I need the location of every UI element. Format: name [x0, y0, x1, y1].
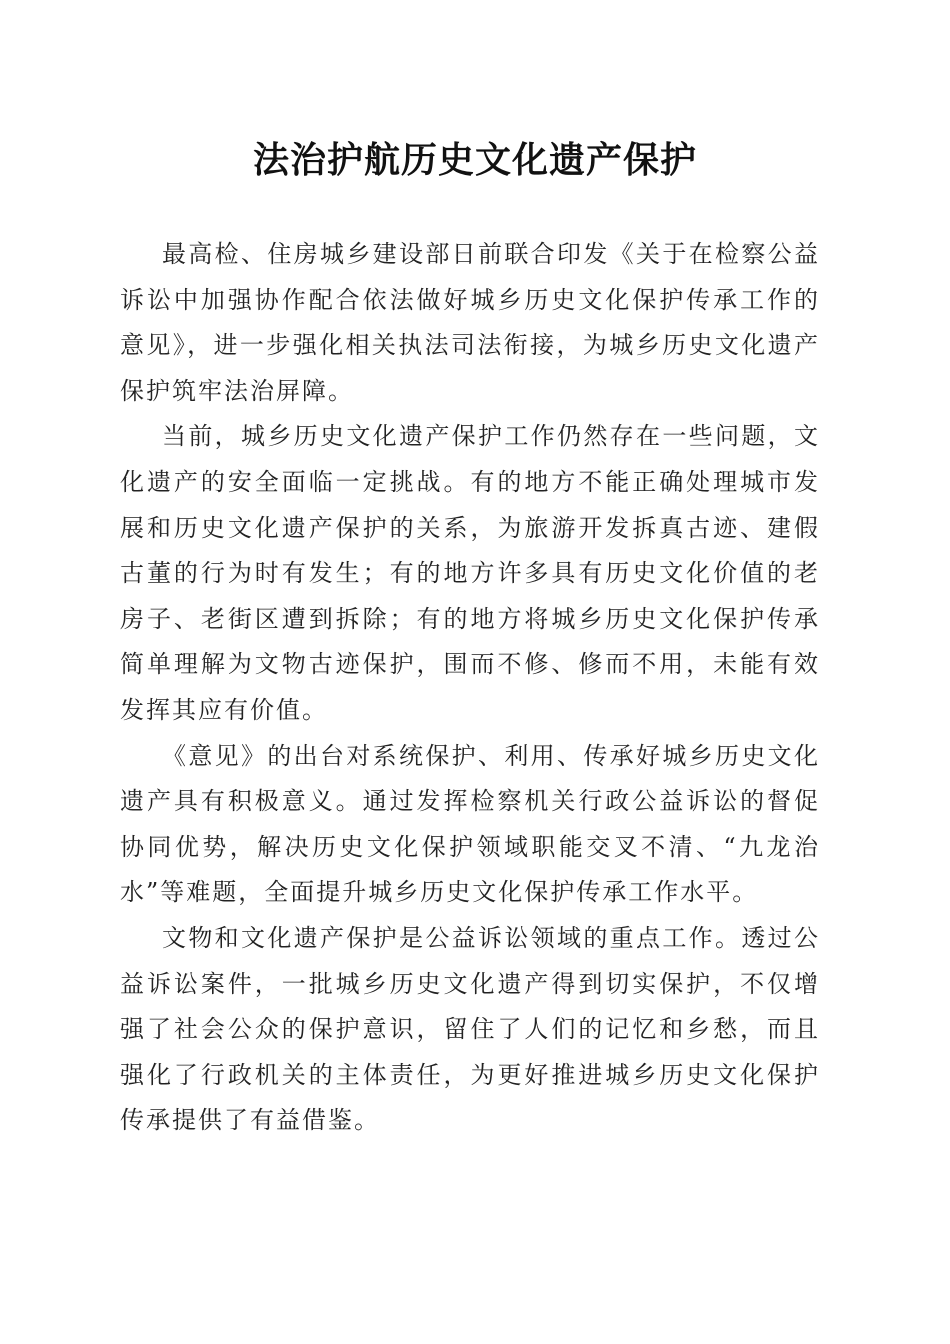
- paragraph-4: 文物和文化遗产保护是公益诉讼领域的重点工作。透过公益诉讼案件，一批城乡历史文化遗产得到切实保护，不仅增强了社会公众的保护意识，留住了人们的记忆和乡愁，而且强化了行政机关的主体责任，为更好推进城乡历史文化保护传承提供了有益借鉴。: [120, 923, 820, 1135]
- paragraph-1: 最高检、住房城乡建设部日前联合印发《关于在检察公益诉讼中加强协作配合依法做好城乡历史文化保护传承工作的意见》，进一步强化相关执法司法衔接，为城乡历史文化遗产保护筑牢法治屏障。: [120, 240, 820, 405]
- document-title: 法治护航历史文化遗产保护: [252, 139, 697, 181]
- paragraph-3: 《意见》的出台对系统保护、利用、传承好城乡历史文化遗产具有积极意义。通过发挥检察机关行政公益诉讼的督促协同优势，解决历史文化保护领域职能交叉不清、“九龙治水”等难题，全面提升城乡历史文化保护传承工作水平。: [120, 741, 820, 907]
- document-body: [120, 232, 820, 1144]
- paragraph-2: 当前，城乡历史文化遗产保护工作仍然存在一些问题，文化遗产的安全面临一定挑战。有的地方不能正确处理城市发展和历史文化遗产保护的关系，为旅游开发拆真古迹、建假古董的行为时有发生；有的地方许多具有历史文化价值的老房子、老街区遭到拆除；有的地方将城乡历史文化保护传承简单理解为文物古迹保护，围而不修、修而不用，未能有效发挥其应有价值。: [120, 422, 820, 724]
